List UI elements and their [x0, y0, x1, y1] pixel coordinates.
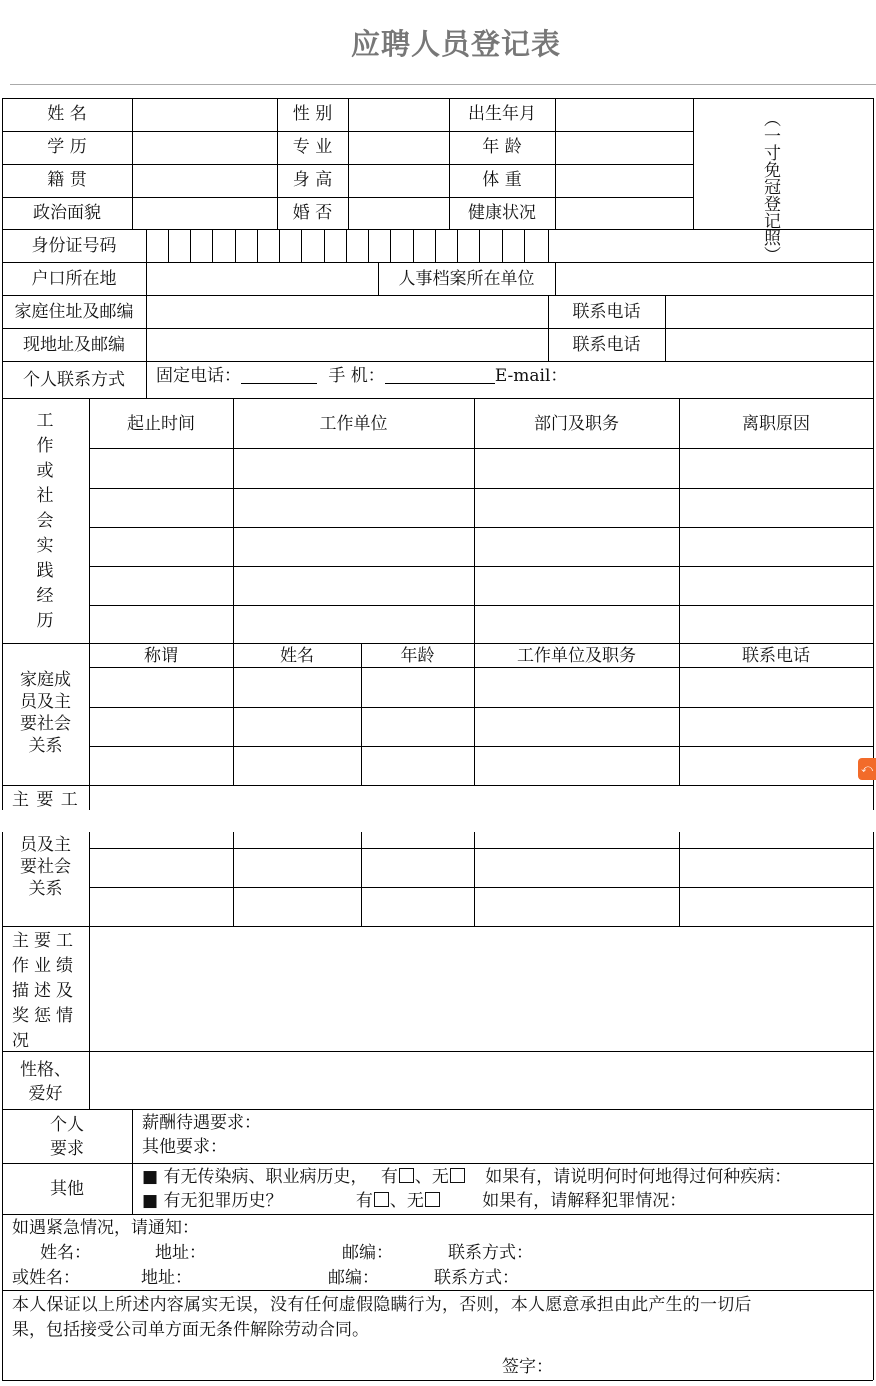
- grid-line: [524, 229, 525, 262]
- grid-line: [2, 1051, 873, 1052]
- label-achievement: 主要工作业绩描述及奖惩情况: [12, 931, 78, 1051]
- label-id: 身份证号码: [31, 236, 117, 256]
- disease-no-checkbox[interactable]: [450, 1168, 465, 1183]
- crime-yes-checkbox[interactable]: [374, 1192, 389, 1207]
- label-gender: 性 别: [292, 104, 333, 124]
- label-native: 籍 贯: [47, 170, 87, 190]
- grid-line: [235, 229, 236, 262]
- page-title: 应聘人员登记表: [350, 27, 561, 61]
- label-contact: 个人联系方式: [23, 370, 125, 390]
- family-header-title: 称谓: [144, 646, 178, 666]
- emergency-contact-1: 联系方式：: [448, 1243, 533, 1263]
- grid-line: [2, 643, 873, 644]
- grid-line: [346, 229, 347, 262]
- grid-line: [89, 926, 90, 1109]
- work-vertical-text: 工作或社会实践经历: [36, 411, 54, 631]
- work-header-dept: 部门及职务: [534, 414, 619, 434]
- grid-line: [132, 1109, 133, 1214]
- label-hobby: [2, 1058, 89, 1106]
- grid-line: [89, 488, 873, 489]
- label-family: [2, 669, 89, 757]
- request-text: 个人要求: [50, 1115, 84, 1159]
- grid-line: [2, 926, 873, 927]
- grid-line: [89, 605, 873, 606]
- grid-line: [168, 229, 169, 262]
- emergency-name-1: 姓名：: [40, 1243, 91, 1263]
- grid-line: [2, 361, 873, 362]
- grid-line: [212, 229, 213, 262]
- work-header-company: 工作单位: [319, 414, 388, 434]
- grid-line: [2, 229, 873, 230]
- grid-line: [2, 262, 873, 263]
- sep: 、: [414, 1167, 432, 1187]
- grid-line: [301, 229, 302, 262]
- label-current-phone: 联系电话: [572, 335, 641, 355]
- grid-line: [679, 832, 680, 926]
- label-political: 政治面貌: [33, 203, 101, 223]
- label-birth: 出生年月: [468, 104, 536, 124]
- achievement-cut-label: 主 要 工: [12, 790, 79, 810]
- label-home-phone: 联系电话: [572, 302, 641, 322]
- label-email: E-mail：: [494, 366, 568, 386]
- emergency-contact-2: 联系方式：: [434, 1268, 519, 1288]
- grid-line: [2, 1214, 873, 1215]
- emergency-name-2: 或姓名：: [12, 1268, 80, 1288]
- grid-line: [233, 832, 234, 926]
- grid-line: [2, 398, 873, 399]
- label-archive: 人事档案所在单位: [398, 269, 535, 289]
- grid-line: [89, 707, 873, 708]
- grid-line: [435, 229, 436, 262]
- grid-line: [89, 832, 90, 926]
- emergency-zip-1: 邮编：: [342, 1243, 393, 1263]
- family-header-age: 年龄: [400, 646, 435, 666]
- photo-placeholder[interactable]: （一寸免冠登记照）: [760, 110, 780, 263]
- declaration-line-1: 本人保证以上所述内容属实无误，没有任何虚假隐瞒行为，否则，本人愿意承担由此产生的一切后: [12, 1295, 752, 1315]
- grid-line: [2, 785, 873, 786]
- grid-line: [873, 98, 874, 1380]
- other-request-label: 其他要求：: [142, 1137, 227, 1157]
- label-height: 身 高: [292, 170, 333, 190]
- grid-line: [324, 229, 325, 262]
- grid-line: [474, 832, 475, 926]
- grid-line: [413, 229, 414, 262]
- grid-line: [548, 229, 549, 262]
- emergency-intro: 如遇紧急情况，请通知：: [12, 1218, 199, 1238]
- grid-line: [279, 229, 280, 262]
- label-age: 年 龄: [482, 137, 522, 157]
- title-divider: [10, 84, 876, 85]
- emergency-address-1: 地址：: [155, 1243, 206, 1263]
- landline-field[interactable]: [241, 366, 317, 384]
- grid-line: [457, 229, 458, 262]
- disease-question: ■ 有无传染病、职业病历史，: [142, 1167, 368, 1187]
- grid-line: [89, 848, 873, 849]
- label-family-continued: [2, 834, 89, 900]
- label-work-vertical: [30, 409, 60, 634]
- crime-question: ■ 有无犯罪历史？: [142, 1191, 283, 1211]
- hobby-text: 性格、爱好: [20, 1060, 71, 1104]
- grid-line: [89, 527, 873, 528]
- grid-line: [146, 229, 147, 262]
- emergency-zip-2: 邮编：: [328, 1268, 379, 1288]
- grid-line: [89, 667, 873, 668]
- label-health: 健康状况: [468, 203, 536, 223]
- signature-label: 签字：: [502, 1357, 553, 1377]
- grid-line: [479, 229, 480, 262]
- page-break-gap: [0, 810, 876, 832]
- mobile-field[interactable]: [385, 366, 495, 384]
- family-label-text: 家庭成员及主要社会关系: [20, 670, 71, 756]
- disease-line: [142, 1167, 791, 1187]
- crime-no-checkbox[interactable]: [425, 1192, 440, 1207]
- work-header-period: 起止时间: [127, 414, 195, 434]
- grid-line: [2, 1380, 873, 1381]
- crime-line: [142, 1191, 686, 1211]
- grid-line: [89, 746, 873, 747]
- label-request: [2, 1113, 132, 1161]
- label-weight: 体 重: [482, 170, 522, 190]
- contact-line: [156, 366, 567, 386]
- side-widget-icon[interactable]: ⤺: [858, 758, 876, 780]
- family-header-name: 姓名: [280, 646, 314, 666]
- label-mobile: 手 机：: [328, 366, 385, 386]
- label-name: 姓 名: [47, 104, 87, 124]
- gender-field[interactable]: [349, 99, 448, 130]
- grid-line: [2, 295, 873, 296]
- family-label-cut-text: 员及主要社会关系: [20, 835, 71, 899]
- grid-line: [89, 448, 873, 449]
- grid-line: [89, 566, 873, 567]
- salary-label: 薪酬待遇要求：: [142, 1113, 261, 1133]
- label-education: 学 历: [47, 137, 87, 157]
- label-hukou: 户口所在地: [31, 269, 117, 289]
- grid-line: [257, 229, 258, 262]
- crime-explain: 如果有，请解释犯罪情况：: [482, 1191, 687, 1211]
- grid-line: [361, 832, 362, 926]
- grid-line: [679, 398, 680, 785]
- grid-line: [89, 398, 90, 810]
- family-header-phone: 联系电话: [742, 646, 810, 666]
- grid-line: [390, 229, 391, 262]
- label-current: 现地址及邮编: [23, 335, 125, 355]
- emergency-address-2: 地址：: [141, 1268, 192, 1288]
- declaration-line-2: 果，包括接受公司单方面无条件解除劳动合同。: [12, 1320, 369, 1340]
- work-header-reason: 离职原因: [742, 414, 810, 434]
- label-landline: 固定电话：: [156, 366, 241, 386]
- crime-yes-label: 有: [355, 1191, 373, 1211]
- grid-line: [233, 398, 234, 785]
- grid-line: [555, 262, 556, 295]
- label-major: 专 业: [292, 137, 333, 157]
- label-other: 其他: [50, 1179, 84, 1199]
- name-field[interactable]: [133, 99, 276, 130]
- grid-line: [146, 262, 147, 295]
- grid-line: [146, 295, 147, 361]
- grid-line: [474, 398, 475, 785]
- grid-line: [89, 887, 873, 888]
- disease-yes-checkbox[interactable]: [399, 1168, 414, 1183]
- birth-field[interactable]: [556, 99, 692, 130]
- grid-line: [190, 229, 191, 262]
- disease-no-label: 无: [431, 1167, 449, 1187]
- disease-explain: 如果有，请说明何时何地得过何种疾病：: [485, 1167, 792, 1187]
- family-header-company: 工作单位及职务: [517, 646, 636, 666]
- grid-line: [368, 229, 369, 262]
- grid-line: [693, 98, 694, 229]
- grid-line: [146, 361, 147, 398]
- disease-yes-label: 有: [380, 1167, 398, 1187]
- grid-line: [2, 1290, 873, 1291]
- label-marital: 婚 否: [292, 203, 333, 223]
- label-home: 家庭住址及邮编: [14, 302, 134, 322]
- grid-line: [2, 328, 873, 329]
- grid-line: [502, 229, 503, 262]
- grid-line: [665, 295, 666, 361]
- crime-no-label: 无: [406, 1191, 424, 1211]
- sep: 、: [389, 1191, 407, 1211]
